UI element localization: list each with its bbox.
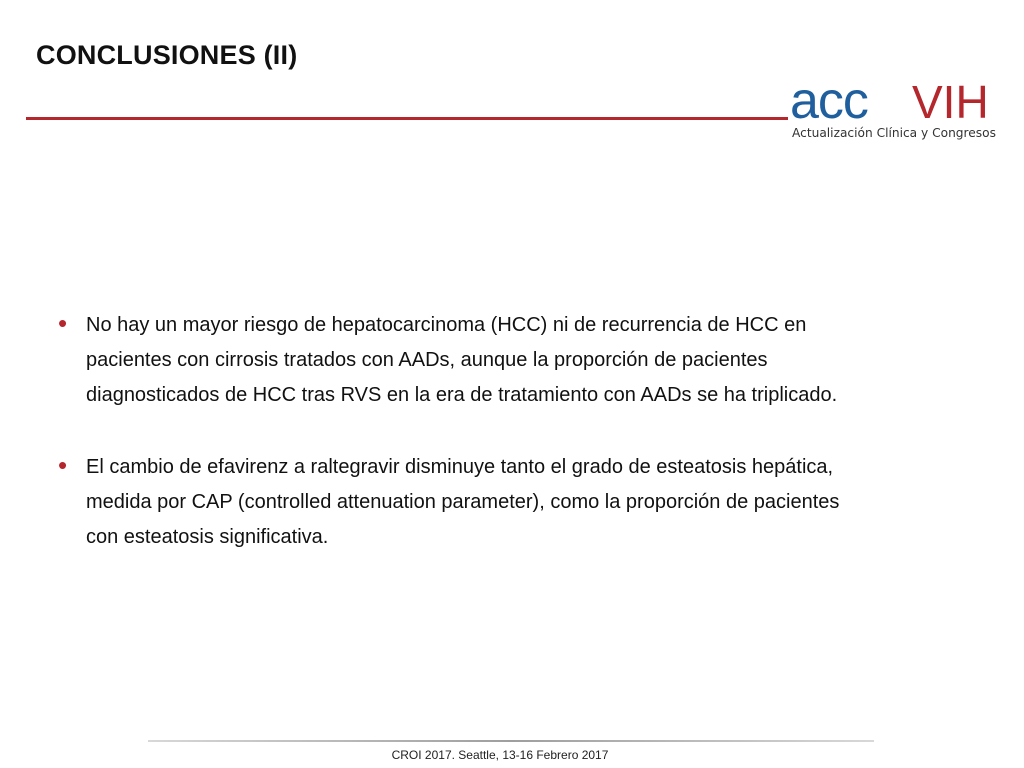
bullet-line: No hay un mayor riesgo de hepatocarcinoma (HCC) ni de recurrencia de HCC en — [86, 314, 807, 336]
bullet-dot-icon: • — [58, 450, 68, 480]
bullet-line: con esteatosis significativa. — [86, 526, 329, 548]
conclusions-list — [58, 308, 958, 555]
acc-vih-logo — [788, 78, 1003, 144]
bullet-line: medida por CAP (controlled attenuation parameter), como la proporción de pacientes — [86, 491, 840, 513]
bullet-dot-icon: • — [58, 308, 68, 338]
slide-title: CONCLUSIONES (II) — [36, 40, 298, 70]
logo-wordmark-vih: VIH — [912, 78, 989, 128]
bullet-item — [58, 308, 958, 413]
title-divider — [26, 117, 788, 120]
logo-tagline: Actualización Clínica y Congresos — [792, 126, 996, 140]
bullet-line: diagnosticados de HCC tras RVS en la era de tratamiento con AADs se ha triplicado. — [86, 384, 838, 406]
bullet-line: pacientes con cirrosis tratados con AADs, aunque la proporción de pacientes — [86, 349, 768, 371]
bullet-item — [58, 450, 958, 555]
footer-divider — [148, 740, 874, 742]
bullet-line: El cambio de efavirenz a raltegravir disminuye tanto el grado de esteatosis hepática, — [86, 456, 834, 478]
logo-wordmark-acc: acc — [790, 78, 868, 130]
footer-citation: CROI 2017. Seattle, 13-16 Febrero 2017 — [391, 748, 609, 762]
